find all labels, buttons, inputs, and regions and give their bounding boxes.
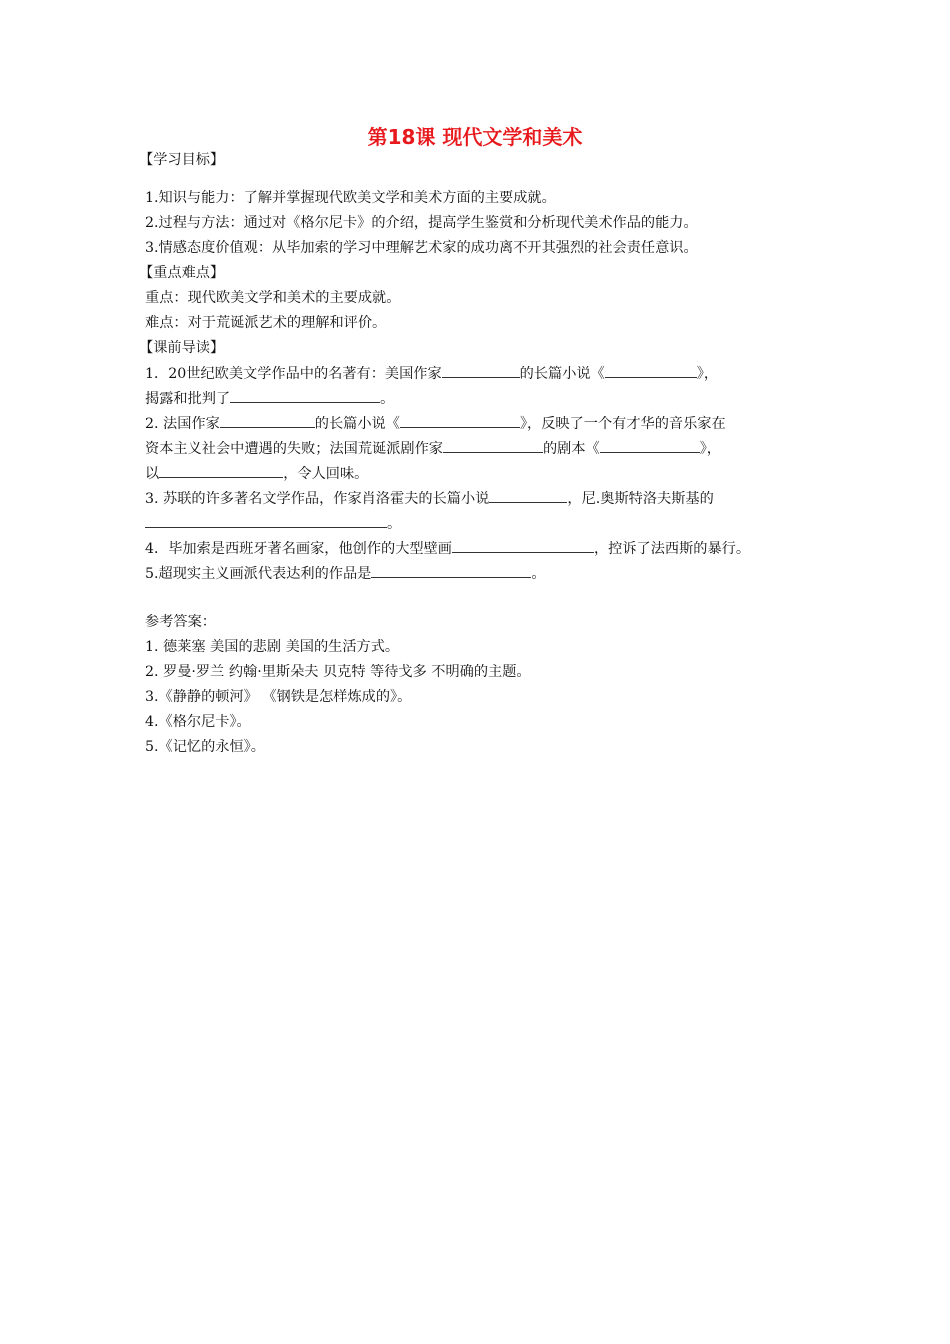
- question-text: 的长篇小说《: [519, 366, 605, 382]
- answer-item: 2. 罗曼·罗兰 约翰·里斯朵夫 贝克特 等待戈多 不明确的主题。: [145, 664, 531, 680]
- page-title: 第18课 现代文学和美术: [367, 125, 583, 149]
- answer-blank: [442, 363, 520, 378]
- question-text: 。: [531, 566, 546, 582]
- answer-blank: [443, 438, 543, 453]
- answer-item: 3.《静静的顿河》 《钢铁是怎样炼成的》。: [145, 689, 412, 705]
- goals-heading: 【学习目标】: [139, 152, 225, 168]
- question-text: 5.超现实主义画派代表达利的作品是: [145, 566, 372, 582]
- question-text: 》，: [699, 441, 721, 457]
- goal-item: 2.过程与方法：通过对《格尔尼卡》的介绍，提高学生鉴赏和分析现代美术作品的能力。: [145, 215, 698, 231]
- question-1-line-2: [145, 388, 394, 408]
- question-1-line-1: [145, 363, 718, 383]
- question-text: 资本主义社会中遭遇的失败；法国荒诞派剧作家: [145, 441, 443, 457]
- difficult-point: 难点：对于荒诞派艺术的理解和评价。: [145, 315, 387, 331]
- question-4: [145, 538, 750, 558]
- answer-blank: [452, 538, 594, 553]
- answer-blank: [400, 413, 520, 428]
- question-3-line-2: [145, 513, 401, 533]
- question-2-line-3: [145, 463, 368, 483]
- question-text: 。: [387, 516, 402, 532]
- answers-heading: 参考答案：: [145, 614, 216, 630]
- answer-item: 1. 德莱塞 美国的悲剧 美国的生活方式。: [145, 639, 400, 655]
- answer-blank: [605, 363, 697, 378]
- question-text: 以: [145, 466, 160, 482]
- question-5: [145, 563, 546, 583]
- preview-heading: 【课前导读】: [139, 340, 225, 356]
- question-2-line-1: [145, 413, 726, 433]
- answer-blank: [220, 413, 315, 428]
- question-text: 。: [380, 391, 395, 407]
- question-text: ，尼.奥斯特洛夫斯基的: [567, 491, 714, 507]
- question-text: ，控诉了法西斯的暴行。: [593, 541, 751, 557]
- answer-item: 4.《格尔尼卡》。: [145, 714, 251, 730]
- answer-item: 5.《记忆的永恒》。: [145, 739, 265, 755]
- goal-item: 1.知识与能力：了解并掌握现代欧美文学和美术方面的主要成就。: [145, 190, 556, 206]
- question-text: 的长篇小说《: [314, 416, 400, 432]
- key-point: 重点：现代欧美文学和美术的主要成就。: [145, 290, 401, 306]
- question-text: 2. 法国作家: [145, 416, 220, 432]
- answer-blank: [371, 563, 531, 578]
- question-text: 揭露和批判了: [145, 391, 231, 407]
- answer-blank: [489, 488, 567, 503]
- answer-blank: [145, 513, 387, 528]
- answer-blank: [230, 388, 380, 403]
- question-text: 4．毕加索是西班牙著名画家，他创作的大型壁画: [145, 541, 452, 557]
- question-2-line-2: [145, 438, 721, 458]
- question-text: 1．20世纪欧美文学作品中的名著有：美国作家: [145, 366, 442, 382]
- question-text: 的剧本《: [542, 441, 600, 457]
- goal-item: 3.情感态度价值观：从毕加索的学习中理解艺术家的成功离不开其强烈的社会责任意识。: [145, 240, 698, 256]
- question-text: 》，反映了一个有才华的音乐家在: [519, 416, 726, 432]
- question-text: 3. 苏联的许多著名文学作品，作家肖洛霍夫的长篇小说: [145, 491, 490, 507]
- question-text: 》，: [696, 366, 719, 382]
- answer-blank: [159, 463, 283, 478]
- answer-blank: [600, 438, 700, 453]
- question-text: ，令人回味。: [283, 466, 369, 482]
- key-heading: 【重点难点】: [139, 265, 225, 281]
- question-3-line-1: [145, 488, 714, 508]
